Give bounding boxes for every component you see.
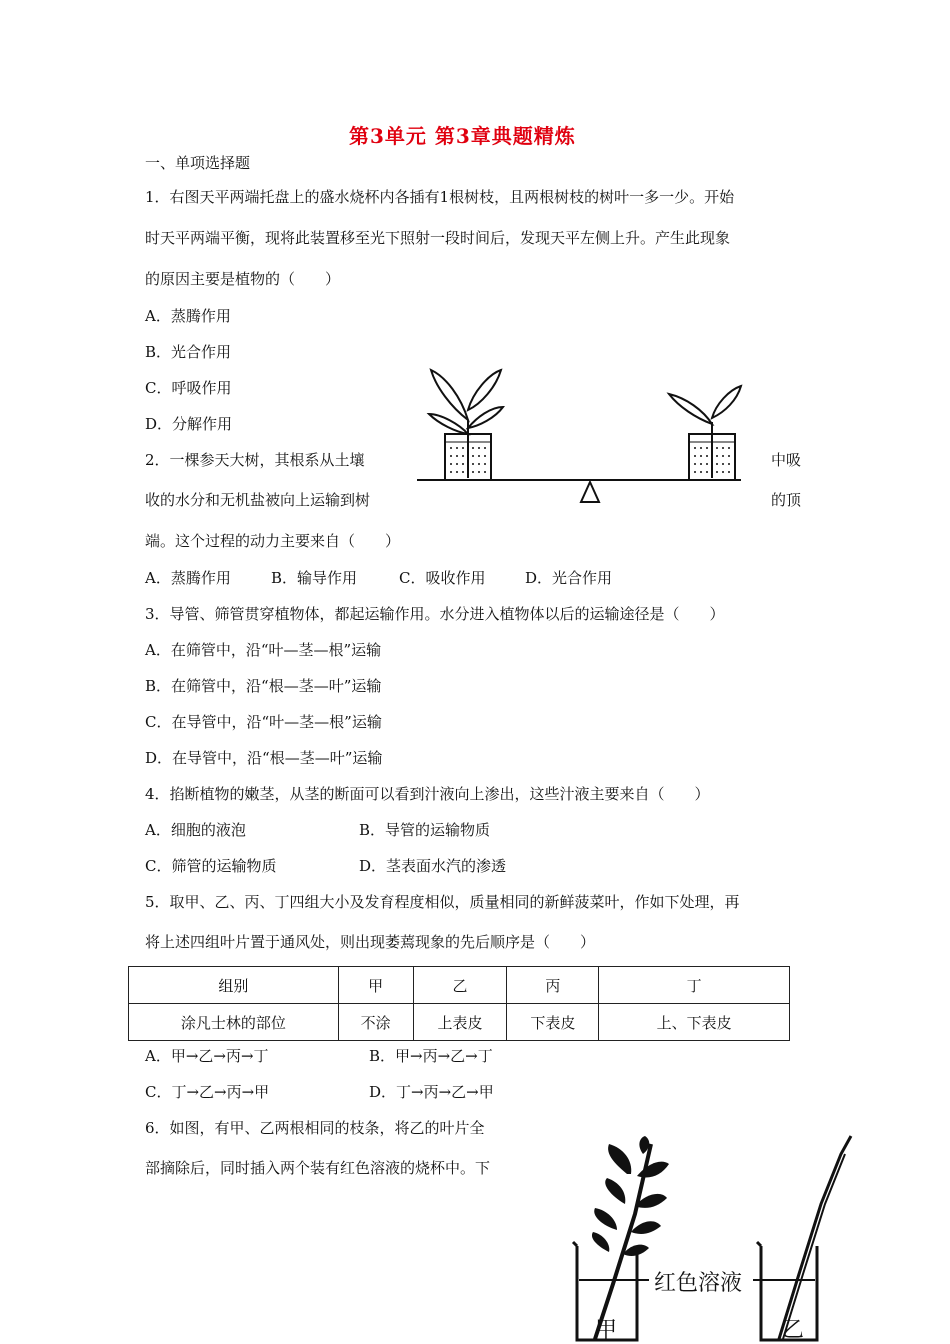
q5-option-b: B．甲→丙→乙→丁 bbox=[369, 1047, 493, 1065]
q6-line-2: 部摘除后，同时插入两个装有红色溶液的烧杯中。下 bbox=[145, 1159, 491, 1177]
table-cell: 涂凡士林的部位 bbox=[129, 1004, 339, 1041]
beaker-figure bbox=[565, 1134, 865, 1344]
page-title: 第3单元 第3章典题精炼 bbox=[349, 124, 576, 148]
q3-option-b: B．在筛管中，沿“根—茎—叶”运输 bbox=[145, 677, 382, 695]
table-row bbox=[129, 1004, 790, 1041]
q2-line-2-right: 的顶 bbox=[771, 491, 802, 509]
q3-option-a: A．在筛管中，沿“叶—茎—根”运输 bbox=[145, 641, 382, 659]
table-cell: 组别 bbox=[129, 967, 339, 1004]
table-cell: 甲 bbox=[338, 967, 413, 1004]
q3-option-d: D．在导管中，沿“根—茎—叶”运输 bbox=[145, 749, 383, 767]
q3-line: 3．导管、筛管贯穿植物体，都起运输作用。水分进入植物体以后的运输途径是（ ） bbox=[145, 605, 725, 623]
q1-line-3: 的原因主要是植物的（ ） bbox=[145, 270, 341, 288]
q5-line-2: 将上述四组叶片置于通风处，则出现萎蔫现象的先后顺序是（ ） bbox=[145, 933, 596, 951]
q5-option-d: D．丁→丙→乙→甲 bbox=[369, 1083, 494, 1101]
q2-option-a: A．蒸腾作用 bbox=[145, 569, 231, 587]
label-yi: 乙 bbox=[782, 1318, 805, 1343]
q2-line-2-left: 收的水分和无机盐被向上运输到树 bbox=[145, 491, 371, 509]
q1-line-2: 时天平两端平衡，现将此装置移至光下照射一段时间后，发现天平左侧上升。产生此现象 bbox=[145, 229, 731, 247]
table-cell: 乙 bbox=[413, 967, 507, 1004]
q5-option-a: A．甲→乙→丙→丁 bbox=[145, 1047, 269, 1065]
table-cell: 上表皮 bbox=[413, 1004, 507, 1041]
table-cell: 不涂 bbox=[338, 1004, 413, 1041]
q6-line-1: 6．如图，有甲、乙两根相同的枝条，将乙的叶片全 bbox=[145, 1119, 485, 1137]
q4-line: 4．掐断植物的嫩茎，从茎的断面可以看到汁液向上渗出，这些汁液主要来自（ ） bbox=[145, 785, 710, 803]
q2-line-3: 端。这个过程的动力主要来自（ ） bbox=[145, 532, 401, 550]
table-header-row bbox=[129, 967, 790, 1004]
q2-option-c: C．吸收作用 bbox=[399, 569, 486, 587]
q1-line-1: 1．右图天平两端托盘上的盛水烧杯内各插有1根树枝，且两根树枝的树叶一多一少。开始 bbox=[145, 188, 735, 206]
q1-option-c: C．呼吸作用 bbox=[145, 379, 232, 397]
label-jia: 甲 bbox=[595, 1318, 618, 1343]
q4-option-c: C．筛管的运输物质 bbox=[145, 857, 277, 875]
table-cell: 丙 bbox=[507, 967, 599, 1004]
table-cell: 丁 bbox=[599, 967, 790, 1004]
q1-option-a: A．蒸腾作用 bbox=[145, 307, 231, 325]
table-cell: 上、下表皮 bbox=[599, 1004, 790, 1041]
q4-option-a: A．细胞的液泡 bbox=[145, 821, 246, 839]
q1-option-d: D．分解作用 bbox=[145, 415, 233, 433]
q1-option-b: B．光合作用 bbox=[145, 343, 232, 361]
q3-option-c: C．在导管中，沿“叶—茎—根”运输 bbox=[145, 713, 382, 731]
solution-label: 红色溶液 bbox=[654, 1271, 743, 1296]
q2-option-b: B．输导作用 bbox=[271, 569, 358, 587]
q2-line-1-left: 2．一棵参天大树，其根系从土壤 bbox=[145, 451, 365, 469]
balance-figure bbox=[411, 362, 747, 508]
q4-option-d: D．茎表面水汽的渗透 bbox=[359, 857, 507, 875]
q2-line-1-right: 中吸 bbox=[771, 451, 802, 469]
q2-option-d: D．光合作用 bbox=[525, 569, 613, 587]
q5-table bbox=[128, 966, 790, 1041]
q5-line-1: 5．取甲、乙、丙、丁四组大小及发育程度相似，质量相同的新鲜菠菜叶，作如下处理，再 bbox=[145, 893, 740, 911]
section-heading: 一、单项选择题 bbox=[145, 154, 251, 172]
table-cell: 下表皮 bbox=[507, 1004, 599, 1041]
q5-option-c: C．丁→乙→丙→甲 bbox=[145, 1083, 270, 1101]
q4-option-b: B．导管的运输物质 bbox=[359, 821, 491, 839]
